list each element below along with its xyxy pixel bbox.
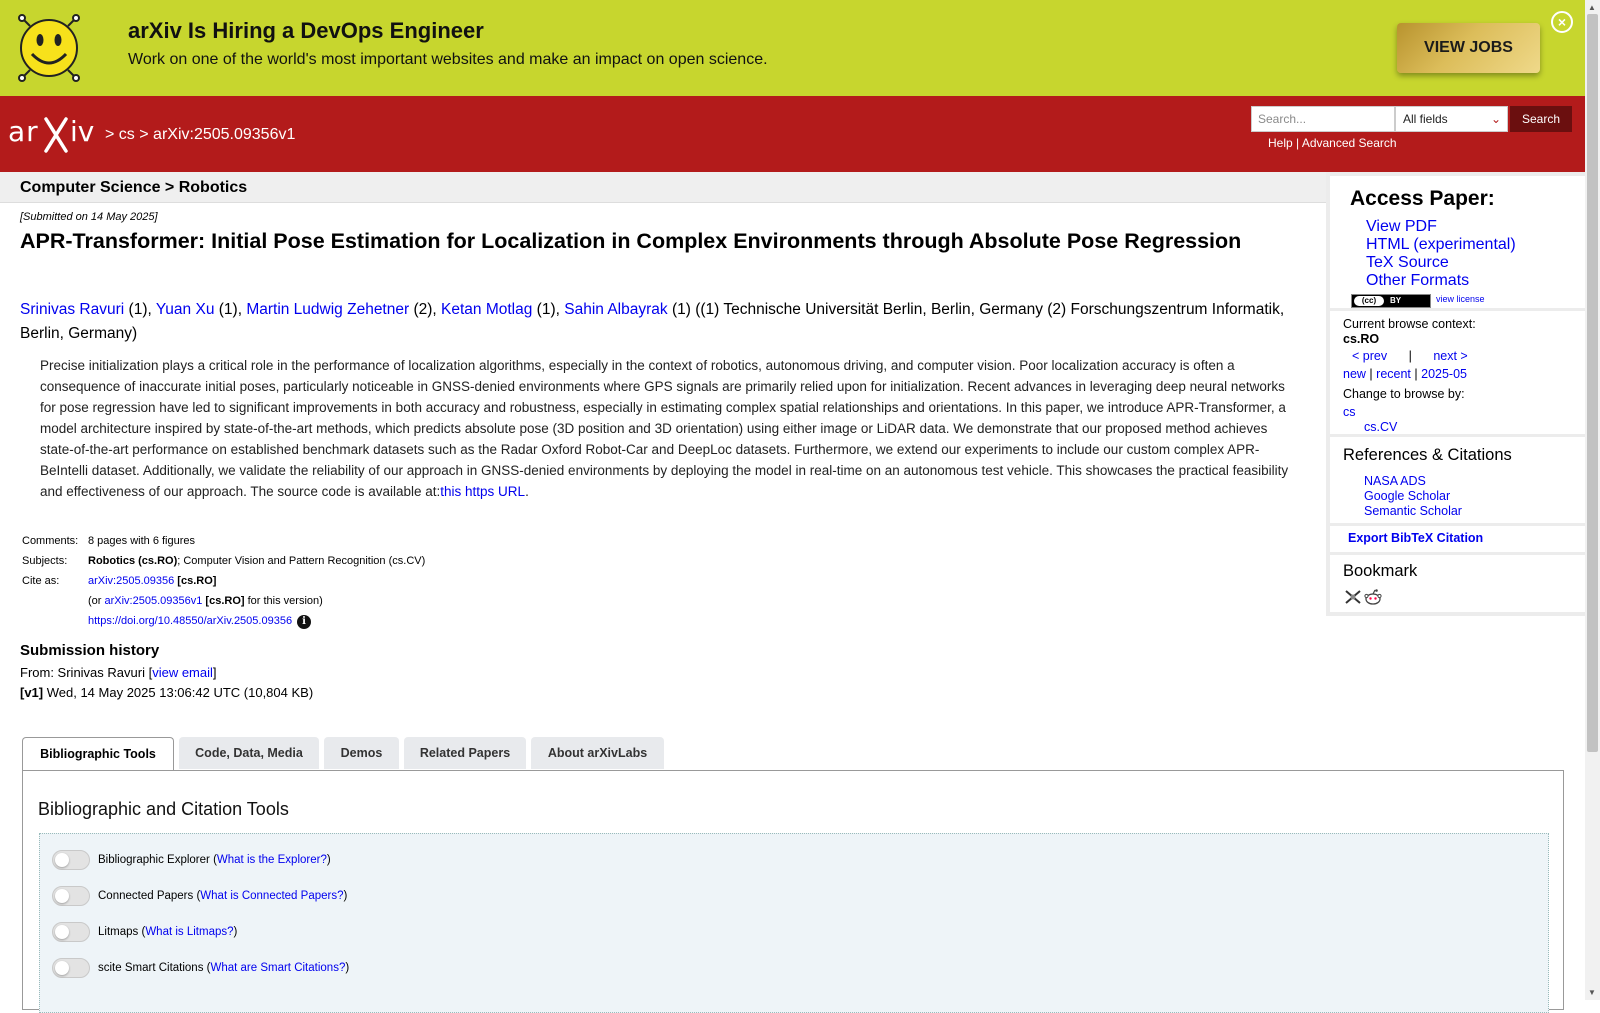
cite-version-category: [cs.RO] (205, 595, 245, 607)
author-affiliation: (1), (532, 301, 565, 318)
view-license-link[interactable]: view license (1436, 294, 1485, 304)
bookmark-box (1330, 555, 1585, 612)
submission-history-title: Submission history (20, 642, 160, 659)
cc-by-license-icon[interactable] (1351, 294, 1431, 308)
toggle-row-connected-papers: Connected Papers (What is Connected Papers?) (52, 886, 347, 906)
separator: | (1296, 136, 1300, 150)
recent-link[interactable]: recent (1376, 367, 1411, 381)
primary-subject: Robotics (cs.RO) (88, 555, 178, 567)
submitted-date: [Submitted on 14 May 2025] (20, 211, 158, 223)
page-scrollbar[interactable] (1585, 0, 1600, 1000)
browse-cs-link[interactable]: cs (1343, 405, 1356, 419)
close-banner-icon[interactable]: × (1551, 11, 1573, 33)
access-links (1366, 218, 1516, 290)
breadcrumb-cs[interactable]: cs (118, 126, 135, 143)
cite-category: [cs.RO] (177, 575, 217, 587)
toggle-switch[interactable] (52, 886, 90, 906)
search-field-value: All fields (1403, 112, 1448, 126)
scroll-down-icon[interactable]: ▼ (1588, 988, 1596, 997)
panel-title: Bibliographic and Citation Tools (38, 799, 289, 819)
subjects-value (86, 551, 427, 571)
tab-panel (22, 770, 1564, 1010)
doi-link[interactable]: https://doi.org/10.48550/arXiv.2505.09356 (88, 615, 293, 627)
banner-title: arXiv Is Hiring a DevOps Engineer (128, 18, 484, 43)
author-affiliation: (2), (409, 301, 442, 318)
reddit-icon[interactable] (1364, 588, 1382, 606)
category-bar (0, 172, 1326, 203)
cc-left: (cc) (1354, 296, 1384, 306)
cc-right: BY (1390, 296, 1402, 305)
svg-text:iv: iv (70, 115, 95, 148)
authors-list (20, 298, 1310, 346)
tab-bibliographic-tools[interactable]: Bibliographic Tools (22, 737, 174, 772)
cite-or: (or (88, 595, 105, 607)
toggle-help-link[interactable]: What is Connected Papers? (200, 890, 344, 903)
toggle-help-link[interactable]: What are Smart Citations? (210, 962, 346, 975)
breadcrumb-paper-id: arXiv:2505.09356v1 (153, 126, 296, 143)
other-formats-link[interactable]: Other Formats (1366, 272, 1470, 289)
toggle-row-litmaps: Litmaps (What is Litmaps?) (52, 922, 237, 942)
submission-from (20, 665, 217, 680)
tab-related-papers[interactable]: Related Papers (404, 737, 526, 769)
tab-code-data-media[interactable]: Code, Data, Media (179, 737, 319, 769)
separator: | (1414, 367, 1418, 381)
change-browse-label: Change to browse by: (1343, 387, 1465, 401)
other-subjects: ; Computer Vision and Pattern Recognition (cs.CV) (177, 555, 426, 567)
metadata-table (20, 531, 427, 631)
doi-row (86, 611, 427, 631)
author-affiliation: (1), (124, 301, 156, 318)
advanced-search-link[interactable]: Advanced Search (1301, 136, 1397, 150)
cite-as-value (86, 571, 427, 591)
comments-label: Comments: (22, 535, 79, 547)
svg-text:ar: ar (8, 115, 39, 148)
semantic-scholar-link[interactable]: Semantic Scholar (1364, 504, 1462, 518)
toggle-label: scite Smart Citations (98, 962, 204, 975)
scroll-thumb[interactable] (1587, 14, 1598, 752)
search-field-select[interactable] (1395, 106, 1508, 132)
view-pdf-link[interactable]: View PDF (1366, 218, 1437, 235)
export-box (1330, 526, 1585, 552)
breadcrumb (105, 126, 295, 144)
cite-as-label: Cite as: (22, 575, 60, 587)
breadcrumb-separator: > (105, 126, 115, 143)
prev-link[interactable]: < prev (1352, 349, 1388, 363)
search-button[interactable]: Search (1510, 106, 1572, 132)
toggle-list (39, 833, 1549, 1013)
author-link[interactable]: Srinivas Ravuri (20, 301, 125, 318)
source-code-link[interactable]: this https URL (440, 484, 526, 499)
version-v1 (20, 685, 313, 700)
toggle-help-link[interactable]: What is the Explorer? (216, 854, 327, 867)
month-link[interactable]: 2025-05 (1421, 367, 1467, 381)
paper-title: APR-Transformer: Initial Pose Estimation for Localization in Complex Environments through Absolute Pose Regression (20, 229, 1242, 253)
comments-value: 8 pages with 6 figures (88, 535, 196, 547)
version-label: [v1] (20, 685, 44, 700)
browse-context-box (1330, 311, 1585, 434)
cite-version-link[interactable]: arXiv:2505.09356v1 (104, 595, 203, 607)
breadcrumb-separator: > (139, 126, 149, 143)
toggle-label: Connected Papers (98, 890, 194, 903)
prev-next (1352, 349, 1468, 363)
separator: | (1408, 349, 1412, 363)
nasa-ads-link[interactable]: NASA ADS (1364, 474, 1426, 488)
new-recent-month (1343, 367, 1467, 381)
cite-version-tail: for this version) (244, 595, 323, 607)
author-affiliation: (1), (214, 301, 247, 318)
new-link[interactable]: new (1343, 367, 1366, 381)
access-paper-box (1330, 176, 1585, 308)
next-link[interactable]: next > (1433, 349, 1468, 363)
from-prefix: From: Srinivas Ravuri [ (20, 665, 153, 680)
tex-source-link[interactable]: TeX Source (1366, 254, 1449, 271)
tab-demos[interactable]: Demos (324, 737, 399, 769)
info-icon[interactable]: i (297, 615, 311, 629)
toggle-row-scite: scite Smart Citations (What are Smart Citations?) (52, 958, 349, 978)
toggle-row-explorer: Bibliographic Explorer (What is the Explorer?) (52, 850, 331, 870)
toggle-help-link[interactable]: What is Litmaps? (145, 926, 234, 939)
html-experimental-link[interactable]: HTML (experimental) (1366, 236, 1516, 253)
view-jobs-button[interactable]: VIEW JOBS (1397, 23, 1540, 73)
arxiv-logo[interactable] (8, 113, 102, 155)
access-paper-title: Access Paper: (1350, 187, 1495, 210)
author-affiliation: (1) ((1) Technische Universität Berlin, Berlin, Germany (2) Forschungszentrum Informatik, Berlin, Germany) (20, 301, 1285, 342)
export-bibtex-link[interactable]: Export BibTeX Citation (1348, 531, 1484, 545)
bookmark-title: Bookmark (1343, 562, 1418, 580)
separator: | (1369, 367, 1373, 381)
cite-version (86, 591, 427, 611)
references-box (1330, 437, 1585, 523)
bibsonomy-icon[interactable] (1344, 588, 1362, 606)
category-title: Computer Science > Robotics (20, 179, 248, 196)
scroll-up-icon[interactable]: ▲ (1588, 3, 1596, 12)
help-link[interactable]: Help (1268, 136, 1293, 150)
from-suffix: ] (212, 665, 217, 680)
author-link[interactable]: Yuan Xu (155, 301, 215, 318)
hiring-banner (0, 0, 1585, 96)
view-email-link[interactable]: view email (152, 665, 213, 680)
toggle-label: Bibliographic Explorer (98, 854, 210, 867)
abstract-text: Precise initialization plays a critical role in the performance of localization algorithms, especially in the context of robotics, autonomous driving, and computer vision. Poor localization accuracy is often a consequence of inaccurate initial poses, particularly noticeable in GNSS-denied environments where GPS signals are primarily relied upon for initialization. Recent advances in leveraging deep neural networks for pose regression have led to significant improvements in both accuracy and robustness, especially in estimating complex spatial relationships and orientations. In this paper, we introduce APR-Transformer, a model architecture inspired by state-of-the-art methods, which predicts absolute pose (3D position and 3D orientation) using either image or LiDAR data. We demonstrate that our proposed method achieves state-of-the-art performance on established benchmark datasets such as the Radar Oxford Robot-Car and DeepLoc datasets. Furthermore, we extend our experiments to include our custom complex APR-BeIntelli dataset. Additionally, we validate the reliability of our approach in GNSS-denied environments by deploying the model in real-time on an autonomous test vehicle. This showcases the practical feasibility and effectiveness of our approach. The source code is available at: (40, 358, 1289, 499)
help-links (1268, 136, 1397, 150)
context-value: cs.RO (1343, 332, 1380, 346)
search-input[interactable] (1251, 106, 1395, 132)
sidebar (1326, 172, 1585, 616)
references-title: References & Citations (1343, 446, 1512, 464)
site-header (0, 96, 1585, 172)
browse-cscv-link[interactable]: cs.CV (1364, 420, 1398, 434)
toggle-label: Litmaps (98, 926, 139, 939)
abstract (40, 355, 1295, 502)
google-scholar-link[interactable]: Google Scholar (1364, 489, 1451, 503)
version-date: Wed, 14 May 2025 13:06:42 UTC (10,804 KB) (43, 685, 314, 700)
toggle-switch[interactable] (52, 850, 90, 870)
author-link[interactable]: Sahin Albayrak (564, 301, 668, 318)
cite-id-link[interactable]: arXiv:2505.09356 (88, 575, 175, 587)
author-link[interactable]: Martin Ludwig Zehetner (246, 301, 410, 318)
toggle-switch[interactable] (52, 922, 90, 942)
author-link[interactable]: Ketan Motlag (441, 301, 533, 318)
banner-subtitle: Work on one of the world's most important websites and make an impact on open science. (128, 51, 768, 68)
context-label: Current browse context: (1343, 317, 1476, 331)
toggle-switch[interactable] (52, 958, 90, 978)
chevron-down-icon: ⌄ (1490, 112, 1501, 126)
abstract-end: . (525, 484, 529, 499)
tab-about-arxivlabs[interactable]: About arXivLabs (531, 737, 664, 769)
smiley-logo-icon (14, 12, 84, 84)
subjects-label: Subjects: (22, 555, 68, 567)
